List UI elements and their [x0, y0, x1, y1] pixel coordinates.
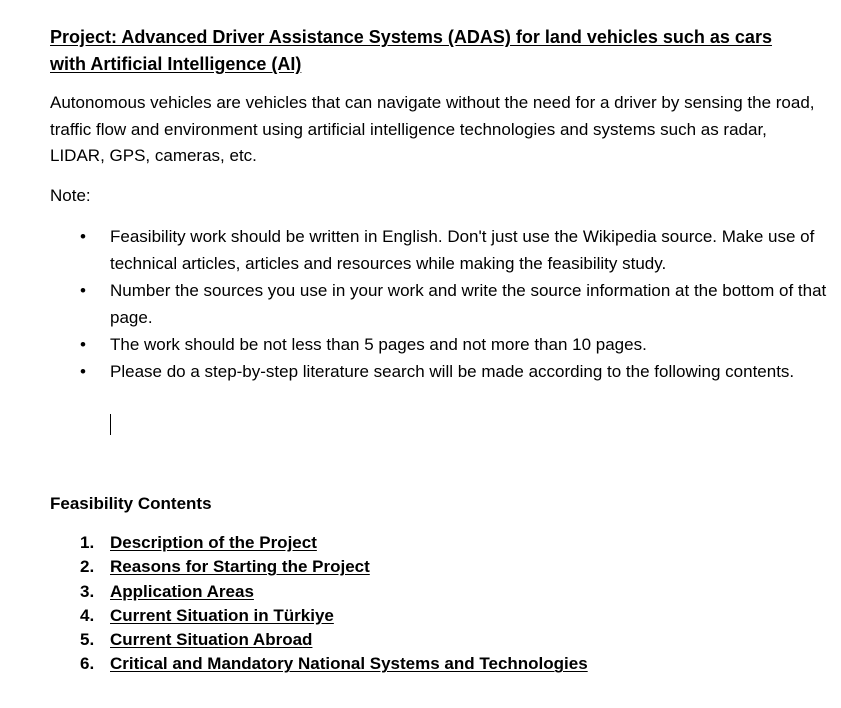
- document-title: Project: Advanced Driver Assistance Systems (ADAS) for land vehicles such as cars with Artificial Intelligence (AI): [50, 27, 772, 74]
- bullet-text: Feasibility work should be written in English. Don't just use the Wikipedia source. Make use of technical articles, articles and resources while making the feasibility study.: [110, 227, 815, 273]
- contents-item-link[interactable]: Application Areas: [110, 581, 254, 601]
- note-bullet-list: [50, 223, 830, 385]
- bullet-item: [50, 358, 830, 385]
- contents-item-link[interactable]: Current Situation in Türkiye: [110, 605, 334, 625]
- contents-item: [50, 555, 830, 579]
- bullet-marker: •: [80, 281, 86, 300]
- contents-item-number: 1.: [80, 533, 95, 552]
- contents-item-number: 2.: [80, 557, 95, 577]
- bullet-text: The work should be not less than 5 pages and not more than 10 pages.: [110, 335, 647, 354]
- contents-item: [50, 531, 830, 555]
- contents-item: [50, 652, 830, 676]
- text-cursor[interactable]: [110, 414, 111, 435]
- contents-item-number: 3.: [80, 581, 95, 601]
- bullet-marker: •: [80, 227, 86, 246]
- contents-item-link[interactable]: Current Situation Abroad: [110, 630, 313, 650]
- contents-item-link[interactable]: Critical and Mandatory National Systems and Technologies: [110, 654, 588, 674]
- bullet-marker: •: [80, 335, 86, 354]
- bullet-text: Please do a step-by-step literature search will be made according to the following contents.: [110, 362, 795, 381]
- contents-item-number: 4.: [80, 605, 95, 625]
- contents-item: [50, 580, 830, 604]
- bullet-item: [50, 331, 830, 358]
- intro-paragraph: Autonomous vehicles are vehicles that can navigate without the need for a driver by sensing the road, traffic flow and environment using artificial intelligence technologies and systems such as radar, LIDAR, GPS, cameras, etc.: [50, 93, 815, 165]
- bullet-item: [50, 277, 830, 331]
- contents-item: [50, 628, 830, 652]
- contents-list: [50, 531, 830, 677]
- contents-item: [50, 604, 830, 628]
- contents-item-link[interactable]: Description of the Project: [110, 533, 317, 552]
- contents-heading: Feasibility Contents: [50, 494, 212, 513]
- bullet-marker: •: [80, 362, 86, 381]
- contents-item-number: 6.: [80, 654, 95, 674]
- note-label: Note:: [50, 186, 91, 205]
- bullet-item: [50, 223, 830, 277]
- bullet-text: Number the sources you use in your work and write the source information at the bottom of that page.: [110, 281, 827, 327]
- contents-item-link[interactable]: Reasons for Starting the Project: [110, 557, 370, 577]
- contents-item-number: 5.: [80, 630, 95, 650]
